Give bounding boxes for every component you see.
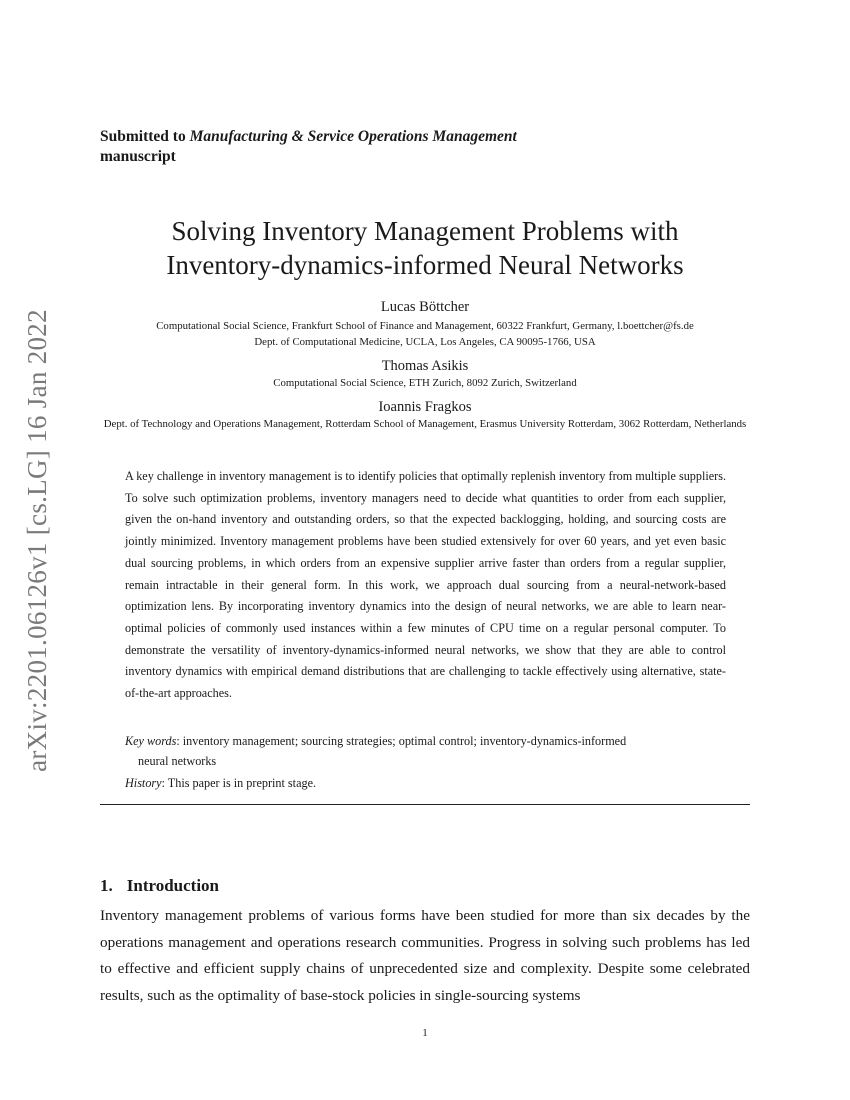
author-affiliation-1b: Dept. of Computational Medicine, UCLA, Los Angeles, CA 90095-1766, USA [254, 336, 596, 348]
author-affiliation-3a: Dept. of Technology and Operations Management, Rotterdam School of Management, Erasmus University Rotterdam, 3062 Rotterdam, Netherlands [103, 418, 747, 430]
history-text: This paper is in preprint stage. [167, 776, 317, 790]
paper-title [80, 214, 770, 282]
submission-header [100, 127, 750, 167]
section-number: 1. [100, 876, 113, 895]
author-affiliation-2a: Computational Social Science, ETH Zurich, 8092 Zurich, Switzerland [273, 377, 577, 389]
intro-paragraph: Inventory management problems of various forms have been studied for more than six decades by the operations management and operations research communities. Progress in solving such problems has led to effective and efficient supply chains of unprecedented size and complexity. Despite some celebrated results, such as the optimality of base-stock policies in single-sourcing systems [100, 907, 750, 1004]
author-name-1: Lucas Böttcher [380, 299, 470, 315]
keywords-line-1: inventory management; sourcing strategies; optimal control; inventory-dynamics-informed [182, 734, 627, 748]
keywords-line-2: neural networks [138, 754, 217, 768]
title-line-2: Inventory-dynamics-informed Neural Networks [166, 250, 684, 280]
arxiv-stamp [20, 296, 54, 784]
section-title: Introduction [126, 876, 220, 895]
history: History: This paper is in preprint stage. [125, 776, 317, 790]
author-affiliation-1a: Computational Social Science, Frankfurt School of Finance and Management, 60322 Frankfurt, Germany, l.boettcher@fs.de [156, 320, 694, 332]
arxiv-id: arXiv:2201.06126v1 [cs.LG] 16 Jan 2022 [21, 308, 52, 772]
section-divider [100, 804, 750, 805]
keywords-label: Key words [125, 734, 177, 748]
journal-name: Manufacturing & Service Operations Management [189, 128, 517, 145]
author-name-2: Thomas Asikis [381, 358, 469, 374]
manuscript-label: manuscript [100, 148, 176, 165]
keywords: Key words: inventory management; sourcing strategies; optimal control; inventory-dynamics-informed neural networks [125, 731, 726, 771]
page-number: 1 [422, 1027, 428, 1039]
submitted-prefix: Submitted to [100, 128, 190, 145]
author-name-3: Ioannis Fragkos [378, 399, 472, 415]
title-line-1: Solving Inventory Management Problems with [171, 216, 679, 246]
history-label: History [125, 776, 162, 790]
section-heading [100, 875, 750, 897]
abstract: A key challenge in inventory management is to identify policies that optimally replenish inventory from multiple suppliers. To solve such optimization problems, inventory managers need to decide what quantities to order from each supplier, given the on-hand inventory and outstanding orders, so that the expected backlogging, holding, and sourcing costs are jointly minimized. Inventory management problems have been studied extensively for over 60 years, and yet even basic dual sourcing problems, in which orders from an expensive supplier arrive faster than orders from a regular supplier, remain intractable in their general form. In this work, we approach dual sourcing from a neural-network-based optimization lens. By incorporating inventory dynamics into the design of neural networks, we are able to learn near-optimal policies of commonly used instances within a few minutes of CPU time on a regular personal computer. To demonstrate the versatility of inventory-dynamics-informed neural networks, we show that they are able to control inventory dynamics with empirical demand distributions that are challenging to tackle effectively using alternative, state-of-the-art approaches. [125, 469, 726, 701]
